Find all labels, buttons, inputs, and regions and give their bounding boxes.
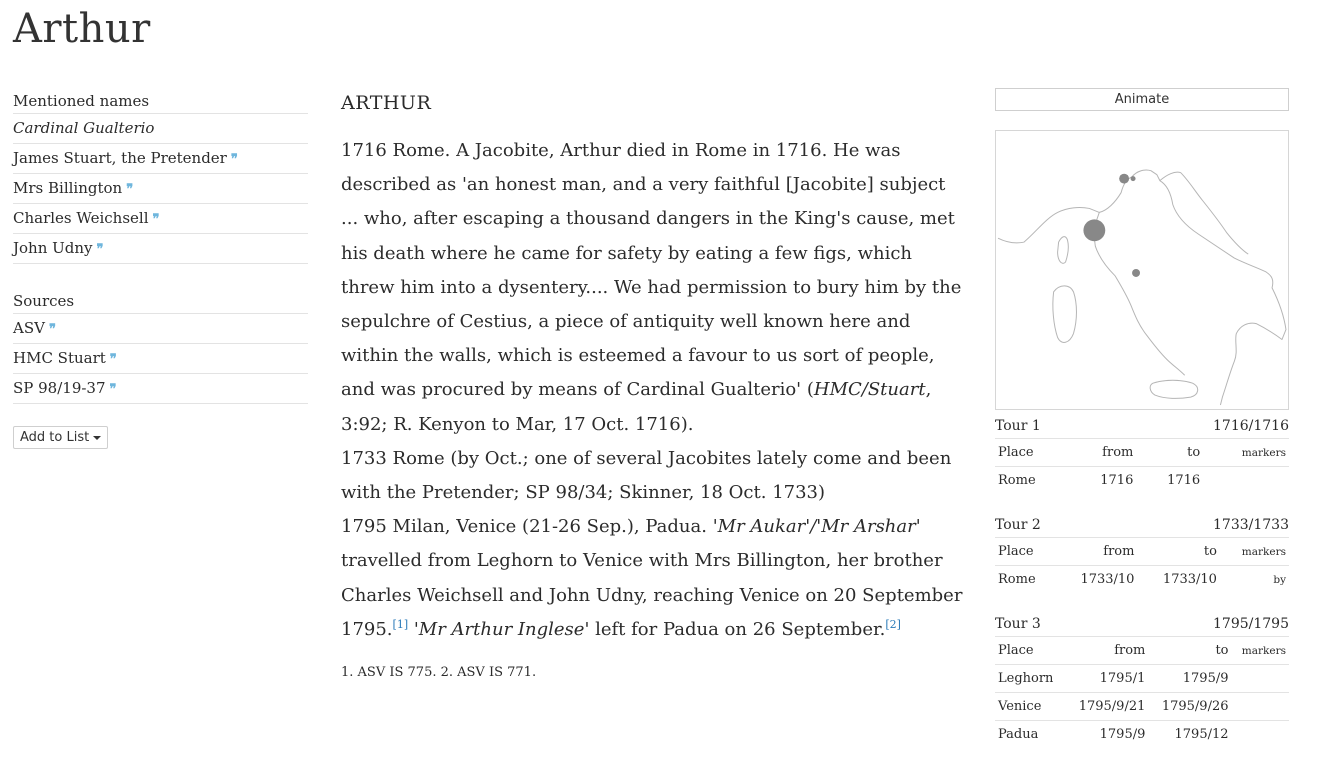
- markers-cell: [1232, 693, 1289, 721]
- map-coastline-east-adriatic: [1160, 172, 1248, 254]
- alias-name: Mr Arthur Inglese: [418, 618, 585, 640]
- column-header: to: [1136, 439, 1203, 467]
- from-cell: 1733/10: [1080, 572, 1135, 587]
- map-marker-leghorn: [1083, 219, 1105, 241]
- tour-table: [995, 637, 1289, 748]
- entry-heading: ARTHUR: [341, 92, 432, 114]
- entry-body: [341, 134, 966, 647]
- mentioned-name-link[interactable]: [13, 234, 308, 264]
- column-header: from: [1055, 538, 1137, 566]
- mentioned-name-label: Mrs Billington: [13, 179, 123, 197]
- text-run: ': [408, 618, 419, 640]
- table-header-row: [995, 439, 1289, 467]
- quote-icon[interactable]: ❞: [96, 242, 104, 257]
- italy-map[interactable]: [995, 130, 1289, 410]
- place-cell: Venice: [995, 693, 1065, 721]
- mentioned-name-label: Charles Weichsell: [13, 209, 149, 227]
- source-label: ASV: [13, 319, 45, 337]
- mentioned-name-label: James Stuart, the Pretender: [13, 149, 227, 167]
- add-to-list-label: Add to List: [20, 430, 90, 445]
- mentioned-names-heading: Mentioned names: [13, 90, 308, 114]
- place-cell: Padua: [998, 727, 1039, 742]
- markers-cell: [1203, 467, 1289, 495]
- tour-table: [995, 538, 1289, 593]
- tour-header: [995, 509, 1289, 538]
- source-link[interactable]: [13, 374, 308, 404]
- tour-range: 1795/1795: [1213, 616, 1289, 632]
- from-cell: 1716: [1100, 473, 1134, 488]
- map-sicily: [1150, 380, 1198, 398]
- map-marker-rome: [1132, 269, 1140, 277]
- source-link[interactable]: [13, 344, 308, 374]
- from-cell: 1795/9: [1099, 727, 1146, 742]
- tour-name: Tour 1: [995, 418, 1041, 434]
- table-row: [995, 693, 1289, 721]
- map-coastline: [1024, 170, 1286, 405]
- source-label: SP 98/19-37: [13, 379, 106, 397]
- markers-cell: by: [1273, 573, 1286, 586]
- column-header: from: [1065, 637, 1148, 665]
- map-marker-venice: [1119, 174, 1129, 184]
- tour-2: [995, 509, 1289, 593]
- source-label: HMC Stuart: [13, 349, 106, 367]
- sources-heading: Sources: [13, 290, 308, 314]
- quote-icon[interactable]: ❞: [230, 152, 238, 167]
- table-header-row: [995, 637, 1289, 665]
- to-cell: 1716: [1167, 473, 1201, 488]
- tour-range: 1733/1733: [1213, 517, 1289, 533]
- place-cell: Leghorn: [995, 665, 1065, 693]
- quote-icon[interactable]: ❞: [109, 352, 117, 367]
- entry-paragraph-1716: [341, 134, 966, 442]
- text-run: 1716 Rome. A Jacobite, Arthur died in Rome in 1716. He was described as 'an honest man, and a very faithful [Jacobite] subject ... who, after escaping a thousand dangers in the King's cause, met his death where he came for safety by eating a few figs, which threw him into a dysentery.... We had permission to bury him by the sepulchre of Cestius, a piece of antiquity well known here and within the walls, which is esteemed a favour to us sort of people, and was procured by means of Cardinal Gualterio' (: [341, 140, 962, 401]
- text-run: , 3:92; R. Kenyon to Mar, 17 Oct. 1716).: [341, 379, 932, 435]
- column-header: markers: [1232, 637, 1289, 665]
- quote-icon[interactable]: ❞: [152, 212, 160, 227]
- tour-name: Tour 3: [995, 616, 1041, 632]
- text-run: ' travelled from Leghorn to Venice with Mrs Billington, her brother Charles Weichsell and John Udny, reaching Venice on 20 September 1795.: [341, 516, 963, 640]
- markers-cell: [1232, 665, 1289, 693]
- mentioned-name-label: Cardinal Gualterio: [13, 119, 155, 137]
- tour-header: [995, 608, 1289, 637]
- source-link[interactable]: [13, 314, 308, 344]
- text-run: ' left for Padua on 26 September.: [584, 618, 886, 640]
- map-sardinia: [1053, 286, 1077, 343]
- quote-icon[interactable]: ❞: [109, 382, 117, 397]
- map-coastline-west: [1095, 212, 1185, 375]
- place-cell: Rome: [998, 473, 1036, 488]
- map-french-coast: [998, 238, 1024, 243]
- tour-table: [995, 439, 1289, 494]
- mentioned-name-link[interactable]: [13, 174, 308, 204]
- table-row: [995, 467, 1289, 495]
- to-cell: 1795/9: [1148, 665, 1231, 693]
- column-header: from: [1070, 439, 1137, 467]
- text-run: 1795 Milan, Venice (21-26 Sep.), Padua. ': [341, 516, 718, 538]
- footnote-link-2[interactable]: [2]: [885, 617, 901, 631]
- quote-icon[interactable]: ❞: [48, 322, 56, 337]
- add-to-list-button[interactable]: [13, 426, 108, 449]
- table-header-row: [995, 538, 1289, 566]
- mentioned-name-label: John Udny: [13, 239, 93, 257]
- entry-main: [341, 92, 966, 680]
- footnote-link-1[interactable]: [1]: [392, 617, 409, 631]
- tour-name: Tour 2: [995, 517, 1041, 533]
- page-title: Arthur: [13, 6, 151, 52]
- column-header: to: [1137, 538, 1219, 566]
- map-corsica: [1058, 237, 1069, 264]
- markers-cell: [1232, 721, 1289, 749]
- to-cell: 1795/12: [1174, 727, 1229, 742]
- tour-header: [995, 410, 1289, 439]
- column-header: Place: [995, 637, 1065, 665]
- tour-1: [995, 410, 1289, 494]
- from-cell: 1795/9/21: [1065, 693, 1148, 721]
- right-column: [995, 88, 1289, 748]
- footnotes: 1. ASV IS 775. 2. ASV IS 771.: [341, 665, 537, 681]
- citation-title: HMC/Stuart: [813, 379, 926, 401]
- column-header: Place: [995, 439, 1070, 467]
- mentioned-name-link[interactable]: [13, 204, 308, 234]
- quote-icon[interactable]: ❞: [126, 182, 134, 197]
- column-header: to: [1148, 637, 1231, 665]
- alias-name: Mr Aukar'/'Mr Arshar: [717, 516, 916, 538]
- to-cell: 1733/10: [1162, 572, 1217, 587]
- tour-range: 1716/1716: [1213, 418, 1289, 434]
- map-marker-padua: [1131, 176, 1136, 181]
- mentioned-name-link[interactable]: [13, 114, 308, 144]
- left-column: [13, 90, 308, 449]
- to-cell: 1795/9/26: [1148, 693, 1231, 721]
- from-cell: 1795/1: [1065, 665, 1148, 693]
- tour-3: [995, 608, 1289, 748]
- entry-paragraph-1733: 1733 Rome (by Oct.; one of several Jacobites lately come and been with the Pretender; SP 98/34; Skinner, 18 Oct. 1733): [341, 447, 952, 504]
- place-cell: Rome: [998, 572, 1036, 587]
- table-row: [995, 665, 1289, 693]
- table-row: [995, 721, 1289, 749]
- mentioned-name-link[interactable]: [13, 144, 308, 174]
- column-header: markers: [1220, 538, 1289, 566]
- table-row: [995, 566, 1289, 594]
- animate-button[interactable]: Animate: [995, 88, 1289, 111]
- caret-down-icon: [93, 436, 101, 440]
- entry-paragraph-1795: [341, 510, 966, 647]
- column-header: markers: [1203, 439, 1289, 467]
- column-header: Place: [995, 538, 1055, 566]
